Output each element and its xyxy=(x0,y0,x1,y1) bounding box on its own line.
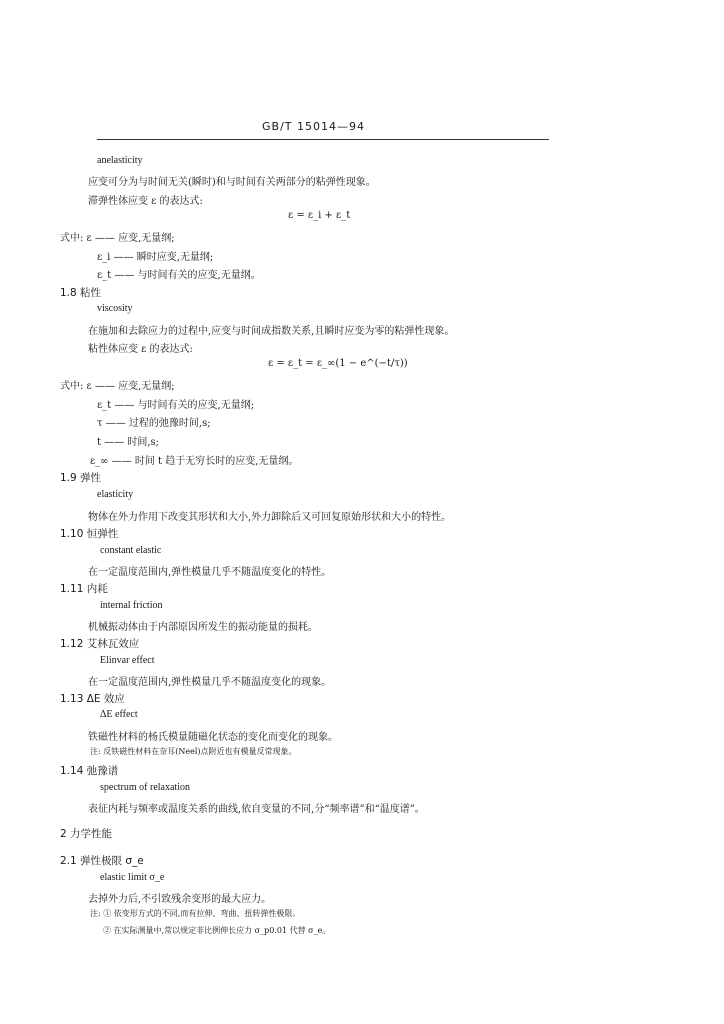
text-line: anelasticity xyxy=(97,155,143,166)
text-line: t —— 时间,s; xyxy=(97,437,160,448)
text-line: Elinvar effect xyxy=(100,655,155,666)
text-line: 表征内耗与频率或温度关系的曲线,依自变量的不同,分“频率谱”和“温度谱”。 xyxy=(88,804,425,815)
text-line: ε = ε_i + ε_t xyxy=(288,210,351,221)
text-line: spectrum of relaxation xyxy=(100,782,190,793)
text-line: 2.1 弹性极限 σ_e xyxy=(60,855,144,867)
text-line: ε_∞ —— 时间 t 趋于无穷长时的应变,无量纲。 xyxy=(90,456,299,467)
text-line: 物体在外力作用下改变其形状和大小,外力卸除后又可回复原始形状和大小的特性。 xyxy=(88,512,452,523)
text-line: 1.10 恒弹性 xyxy=(60,528,119,540)
text-line: 滞弹性体应变 ε 的表达式: xyxy=(88,196,203,207)
text-line: 1.9 弹性 xyxy=(60,472,102,484)
text-line: 去掉外力后,不引致残余变形的最大应力。 xyxy=(88,894,272,905)
text-line: 注: ① 依变形方式的不同,而有拉伸、弯曲、扭转弹性极限。 xyxy=(90,909,301,918)
text-line: ε_t —— 与时间有关的应变,无量纲; xyxy=(97,400,255,411)
text-line: elastic limit σ_e xyxy=(100,872,165,883)
text-line: 铁磁性材料的杨氏模量随磁化状态的变化而变化的现象。 xyxy=(88,732,338,743)
text-line: 1.8 粘性 xyxy=(60,287,102,299)
text-line: ε = ε_t = ε_∞(1 − e^(−t/τ)) xyxy=(268,358,408,369)
text-line: ΔE effect xyxy=(100,709,138,720)
text-line: 在施加和去除应力的过程中,应变与时间成指数关系,且瞬时应变为零的粘弹性现象。 xyxy=(88,326,455,337)
text-line: 粘性体应变 ε 的表达式: xyxy=(88,344,193,355)
text-line: constant elastic xyxy=(100,545,162,556)
text-line: 注: 反铁磁性材料在奈耳(Neel)点附近也有模量反常现象。 xyxy=(90,747,297,756)
text-line: 2 力学性能 xyxy=(60,828,113,840)
standard-header: GB/T 15014—94 xyxy=(262,120,365,133)
text-line: 1.12 艾林瓦效应 xyxy=(60,638,140,650)
text-line: τ —— 过程的弛豫时间,s; xyxy=(97,418,211,429)
text-line: 1.14 弛豫谱 xyxy=(60,765,119,777)
text-line: viscosity xyxy=(97,303,133,314)
text-line: 在一定温度范围内,弹性模量几乎不随温度变化的特性。 xyxy=(88,567,332,578)
text-line: 应变可分为与时间无关(瞬时)和与时间有关两部分的粘弹性现象。 xyxy=(88,177,376,188)
text-line: internal friction xyxy=(100,600,163,611)
text-line: ε_t —— 与时间有关的应变,无量纲。 xyxy=(97,270,261,281)
text-line: 在一定温度范围内,弹性模量几乎不随温度变化的现象。 xyxy=(88,677,332,688)
text-line: elasticity xyxy=(97,489,134,500)
header-rule xyxy=(97,139,549,140)
text-line: ② 在实际测量中,常以规定非比例伸长应力 σ_p0.01 代替 σ_e。 xyxy=(103,926,331,935)
text-line: 1.13 ΔE 效应 xyxy=(60,693,125,705)
text-line: 式中: ε —— 应变,无量纲; xyxy=(60,233,175,244)
text-line: ε_i —— 瞬时应变,无量纲; xyxy=(97,252,214,263)
text-line: 机械振动体由于内部原因所发生的振动能量的损耗。 xyxy=(88,622,318,633)
text-line: 1.11 内耗 xyxy=(60,583,108,595)
text-line: 式中: ε —— 应变,无量纲; xyxy=(60,381,175,392)
